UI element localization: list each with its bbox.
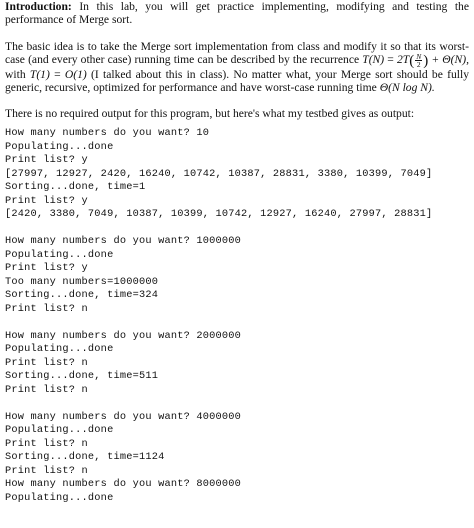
- output-line: Print list? n: [5, 383, 88, 396]
- base-case-equals: =: [54, 68, 61, 82]
- basic-idea-text-2: (I talked about this in class). No matter what, your Merge sort should be fully generic, recursive, optimized for performance and have worst-case running time: [5, 68, 469, 95]
- output-line: Too many numbers=1000000: [5, 275, 159, 288]
- output-line: Populating...done: [5, 491, 114, 504]
- output-line: Populating...done: [5, 343, 114, 356]
- document-page: [5, 0, 469, 505]
- output-line: How many numbers do you want? 1000000: [5, 235, 242, 248]
- intro-heading: Introduction:: [5, 0, 72, 13]
- output-line: [27997, 12927, 2420, 16240, 10742, 10387, 28831, 3380, 10399, 7049]: [5, 167, 433, 180]
- complexity-expression: Θ(N log N).: [379, 81, 435, 95]
- intro-paragraph: [5, 0, 469, 26]
- recurrence-theta: + Θ(N),: [431, 53, 470, 67]
- fraction-numerator: N: [416, 52, 422, 61]
- base-case-rhs: O(1): [64, 68, 87, 82]
- output-line: Populating...done: [5, 248, 114, 261]
- output-line: Print list? n: [5, 437, 88, 450]
- recurrence-lhs: T(N): [362, 53, 385, 67]
- output-line: Sorting...done, time=1: [5, 181, 146, 194]
- output-line: Print list? y: [5, 154, 88, 167]
- output-line: [2420, 3380, 7049, 10387, 10399, 10742, 12927, 16240, 27997, 28831]: [5, 208, 433, 221]
- output-line: Sorting...done, time=324: [5, 289, 159, 302]
- output-block-gap: [5, 316, 469, 330]
- with-word: with: [5, 68, 26, 82]
- fraction-denominator: 2: [416, 60, 421, 69]
- output-block-gap: [5, 222, 469, 236]
- output-line: Populating...done: [5, 424, 114, 437]
- recurrence-fraction: [415, 53, 422, 68]
- testbed-output: [5, 127, 469, 505]
- output-line: How many numbers do you want? 8000000: [5, 478, 242, 491]
- output-intro-paragraph: There is no required output for this program, but here's what my testbed gives as output:: [5, 107, 415, 121]
- left-paren: (: [409, 53, 415, 70]
- output-line: How many numbers do you want? 2000000: [5, 329, 242, 342]
- output-line: Print list? y: [5, 194, 88, 207]
- output-line: Populating...done: [5, 140, 114, 153]
- recurrence-coefficient: 2T: [396, 53, 410, 67]
- output-line: Print list? n: [5, 356, 88, 369]
- basic-idea-text-1: The basic idea is to take the Merge sort implementation from class and modify it so that its worst-case (and every other case) running time can be described by the recurrence: [5, 40, 469, 67]
- output-line: How many numbers do you want? 10: [5, 127, 210, 140]
- output-line: Print list? n: [5, 302, 88, 315]
- output-line: How many numbers do you want? 4000000: [5, 410, 242, 423]
- recurrence-equals: =: [387, 53, 394, 67]
- output-line: Print list? n: [5, 464, 88, 477]
- intro-text: In this lab, you will get practice implementing, modifying and testing the performance of Merge sort.: [5, 0, 469, 26]
- base-case-lhs: T(1): [29, 68, 50, 82]
- output-line: Sorting...done, time=1124: [5, 451, 165, 464]
- output-line: Print list? y: [5, 262, 88, 275]
- output-block-gap: [5, 397, 469, 411]
- basic-idea-paragraph: [5, 40, 469, 94]
- output-line: Sorting...done, time=511: [5, 370, 159, 383]
- right-paren: ): [423, 53, 429, 70]
